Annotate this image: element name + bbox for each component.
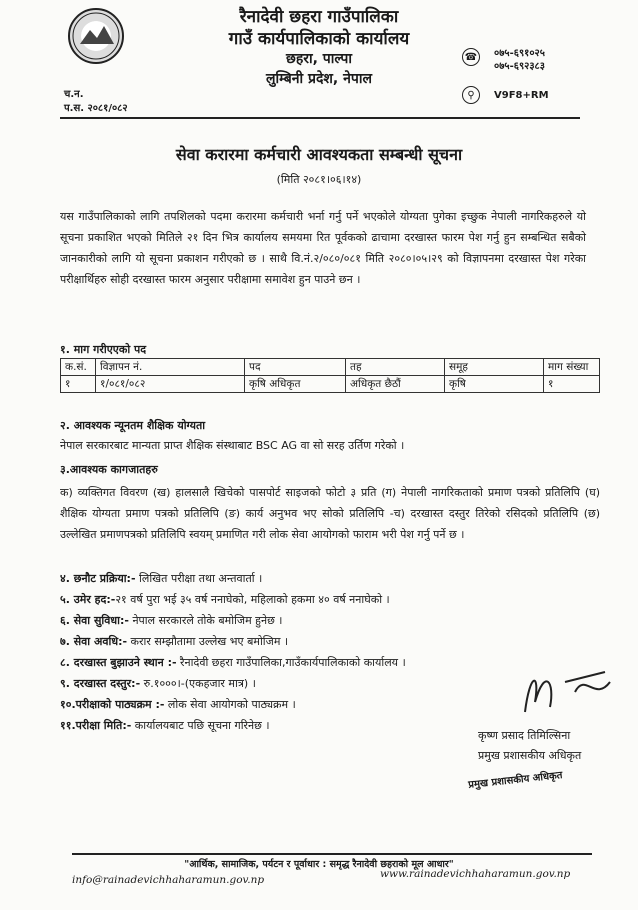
ref-cn: च.न.	[64, 89, 84, 100]
list-item: ५. उमेर हद:-२१ वर्ष पुरा भई ३५ वर्ष ननाघेको, महिलाको हकमा ४० वर्ष ननाघेको ।	[60, 593, 390, 606]
vacancy-table	[60, 358, 600, 393]
notice-paragraph: यस गाउँपालिकाको लागि तपशिलको पदमा करारमा कर्मचारी भर्ना गर्नु पर्ने भएकोले योग्यता पुगेका इच्छुक नेपाली नागरिकहरुले यो सूचना प्रकाशित भएको मितिले २१ दिन भित्र कार्यालय समयमा रित पूर्वकको ढाचामा दरखास्त फारम पेश गर्नु हुन सम्बन्धित सबैको जानकारीको लागि यो सूचना प्रकाशन गरीएको छ । साथै वि.नं.२/०८०/०८१ मिति २०८०।०५।२९ को विज्ञापनमा दरखास्त पेश गरेका परीक्षार्थिहरु सोही दरखास्त फारम अनुसार परीक्षामा समावेश हुन पाउने छन ।	[60, 210, 586, 286]
col-header: माग संख्या	[544, 359, 600, 376]
location-pin-icon: ⚲	[462, 86, 480, 104]
col-header: विज्ञापन नं.	[96, 359, 245, 376]
col-header: क.सं.	[61, 359, 96, 376]
signatory-designation: प्रमुख प्रशासकीय अधिकृत	[478, 749, 582, 762]
list-item: ८. दरखास्त बुझाउने स्थान :- रैनादेवी छहरा गाउँपालिका,गाउँकार्यपालिकाको कार्यालय ।	[60, 656, 406, 669]
phone-2: ०७५-६९२३८३	[494, 61, 545, 72]
table-row	[61, 376, 600, 393]
official-stamp: प्रमुख प्रशासकीय अधिकृत	[467, 770, 563, 791]
section3-heading: ३.आवश्यक कागजातहरु	[60, 463, 158, 476]
phone-1: ०७५-६९१०२५	[494, 48, 545, 59]
list-item: ११.परीक्षा मिति:- कार्यालयबाट पछि सूचना गरिनेछ ।	[60, 719, 270, 732]
footer-email: info@rainadevichhaharamun.gov.np	[72, 874, 265, 886]
office-location: छहरा, पाल्पा	[286, 51, 352, 67]
office-name: गाउँ कार्यपालिकाको कार्यालय	[228, 29, 410, 49]
table-cell: १/०८१/०८२	[96, 376, 245, 393]
footer-divider	[72, 853, 592, 855]
ref-ps: प.स. २०८१/०८२	[64, 103, 128, 114]
table-header-row	[61, 359, 600, 376]
municipality-name: रैनादेवी छहरा गाउँपालिका	[239, 7, 399, 27]
list-item: ९. दरखास्त दस्तुर:- रु.१०००।-(एकहजार मात्र) ।	[60, 677, 256, 690]
list-item: १०.परीक्षाको पाठ्यक्रम :- लोक सेवा आयोगको पाठ्यक्रम ।	[60, 698, 296, 711]
col-header: पद	[245, 359, 346, 376]
col-header: तह	[346, 359, 445, 376]
signatory-name: कृष्ण प्रसाद तिमिल्सिना	[478, 729, 571, 742]
col-header: समूह	[445, 359, 544, 376]
notice-title: सेवा करारमा कर्मचारी आवश्यकता सम्बन्धी सूचना	[175, 145, 463, 164]
list-item: ६. सेवा सुविधा:- नेपाल सरकारले तोके बमोजिम हुनेछ ।	[60, 614, 283, 627]
phone-icon: ☎	[462, 48, 480, 66]
office-province: लुम्बिनी प्रदेश, नेपाल	[266, 71, 372, 87]
header-divider	[60, 117, 580, 119]
section1-heading: १. माग गरीएएको पद	[60, 343, 147, 356]
list-item: ४. छनौट प्रक्रिया:- लिखित परीक्षा तथा अन्तवार्ता ।	[60, 572, 263, 585]
table-cell: अधिकृत छैठौं	[346, 376, 445, 393]
section3-text: क) व्यक्तिगत विवरण (ख) हालसालै खिचेको पासपोर्ट साइजको फोटो ३ प्रति (ग) नेपाली नागरिकताको प्रमाण पत्रको प्रतिलिपि (घ) शैक्षिक योग्यता प्रमाण पत्रको प्रतिलिपि (ङ) कार्य अनुभव भए सोको प्रतिलिपि -च) दरखास्त दस्तुर तिरेको रसिदको प्रतिलिपि (छ) उल्लेखित प्रमाणपत्रको प्रतिलिपि स्वयम् प्रमाणित गरी लोक सेवा आयोगको फाराम भरी पेश गर्नु पर्ने छ ।	[60, 486, 600, 541]
table-cell: १	[61, 376, 96, 393]
section2-heading: २. आवश्यक न्यूनतम शैक्षिक योग्यता	[60, 419, 206, 432]
table-cell: १	[544, 376, 600, 393]
table-cell: कृषि अधिकृत	[245, 376, 346, 393]
signature-mark	[515, 662, 615, 722]
footer-slogan: "आर्थिक, सामाजिक, पर्यटन र पूर्वाधार : समृद्ध रैनादेवी छहराको मूल आधार"	[184, 859, 454, 870]
table-cell: कृषि	[445, 376, 544, 393]
notice-date: (मिति २०८१।०६।१४)	[276, 173, 362, 186]
plus-code: V9F8+RM	[494, 90, 549, 101]
section2-text: नेपाल सरकारबाट मान्यता प्राप्त शैक्षिक संस्थाबाट BSC AG वा सो सरह उर्तिण गरेको ।	[60, 439, 405, 452]
footer-website: www.rainadevichhaharamun.gov.np	[380, 868, 571, 880]
list-item: ७. सेवा अवधि:- करार सम्झौतामा उल्लेख भए बमोजिम ।	[60, 635, 289, 648]
